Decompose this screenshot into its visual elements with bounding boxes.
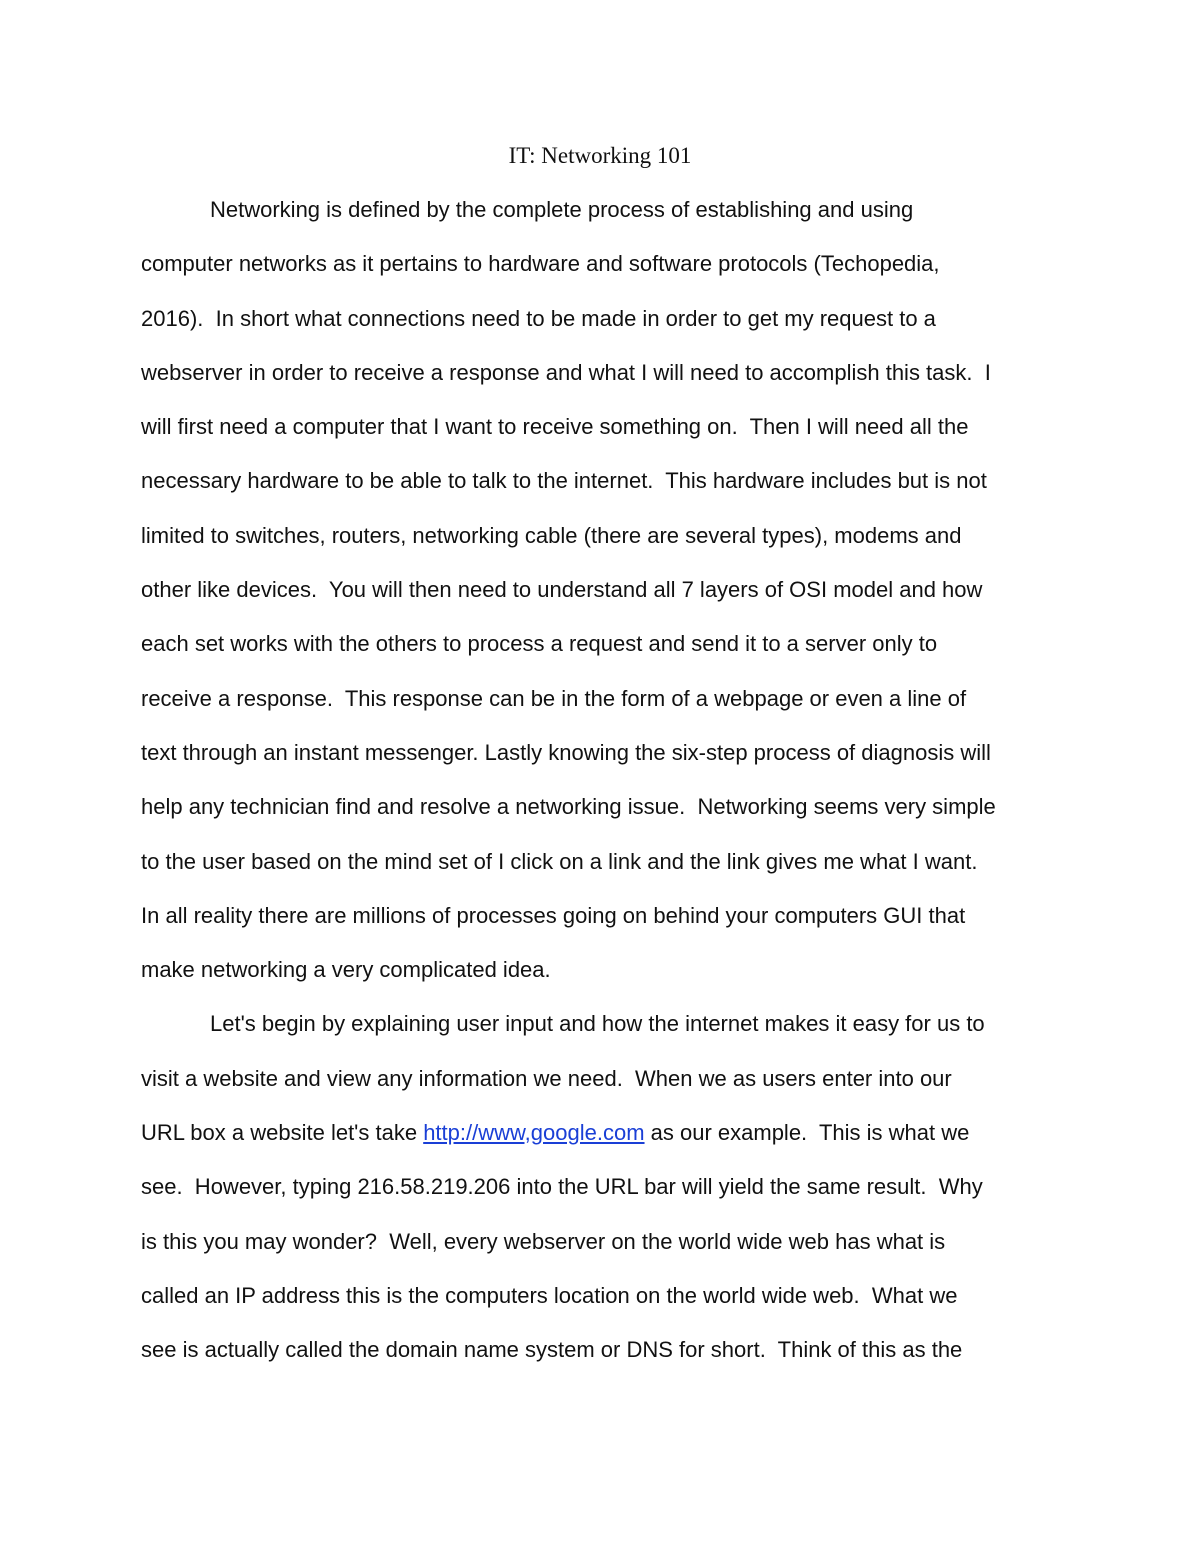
paragraph-2-line: is this you may wonder? Well, every webserver on the world wide web has what is (141, 1228, 946, 1254)
paragraph-1-line: computer networks as it pertains to hardware and software protocols (Techopedia, (141, 251, 940, 277)
google-hyperlink[interactable]: http://www,google.com (423, 1120, 645, 1146)
paragraph-1-line: text through an instant messenger. Lastly knowing the six-step process of diagnosis will (141, 739, 991, 765)
paragraph-2-line: see is actually called the domain name system or DNS for short. Think of this as the (141, 1337, 963, 1363)
paragraph-1-line: webserver in order to receive a response and what I will need to accomplish this task. I (141, 359, 991, 385)
document-body (141, 192, 1071, 1387)
paragraph-2-line: called an IP address this is the computers location on the world wide web. What we (141, 1282, 958, 1308)
line-text-after-link: as our example. This is what we (644, 1120, 970, 1146)
paragraph-1-line: In all reality there are millions of processes going on behind your computers GUI that (141, 902, 966, 928)
line-text-before-link: URL box a website let's take (141, 1120, 424, 1146)
paragraph-1-line: each set works with the others to process a request and send it to a server only to (141, 631, 938, 657)
paragraph-1-line: other like devices. You will then need to understand all 7 layers of OSI model and how (141, 577, 983, 603)
paragraph-1-line: help any technician find and resolve a networking issue. Networking seems very simple (141, 794, 996, 820)
paragraph-1-line: receive a response. This response can be in the form of a webpage or even a line of (141, 685, 967, 711)
document-title: IT: Networking 101 (508, 143, 692, 168)
paragraph-2-line: see. However, typing 216.58.219.206 into the URL bar will yield the same result. Why (141, 1174, 983, 1200)
paragraph-2-line-with-link (141, 1115, 1071, 1169)
paragraph-1-line: to the user based on the mind set of I click on a link and the link gives me what I want. (141, 848, 978, 874)
paragraph-1-line: necessary hardware to be able to talk to the internet. This hardware includes but is not (141, 468, 987, 494)
paragraph-1-line: 2016). In short what connections need to be made in order to get my request to a (141, 305, 936, 331)
paragraph-2-line: visit a website and view any information we need. When we as users enter into our (141, 1065, 952, 1091)
paragraph-1-line: will first need a computer that I want to receive something on. Then I will need all the (141, 414, 969, 440)
paragraph-1-line: limited to switches, routers, networking cable (there are several types), modems and (141, 522, 962, 548)
paragraph-1-line: Networking is defined by the complete process of establishing and using (210, 197, 914, 222)
paragraph-1-line: make networking a very complicated idea. (141, 957, 551, 983)
paragraph-2-line: Let's begin by explaining user input and how the internet makes it easy for us to (210, 1011, 985, 1037)
